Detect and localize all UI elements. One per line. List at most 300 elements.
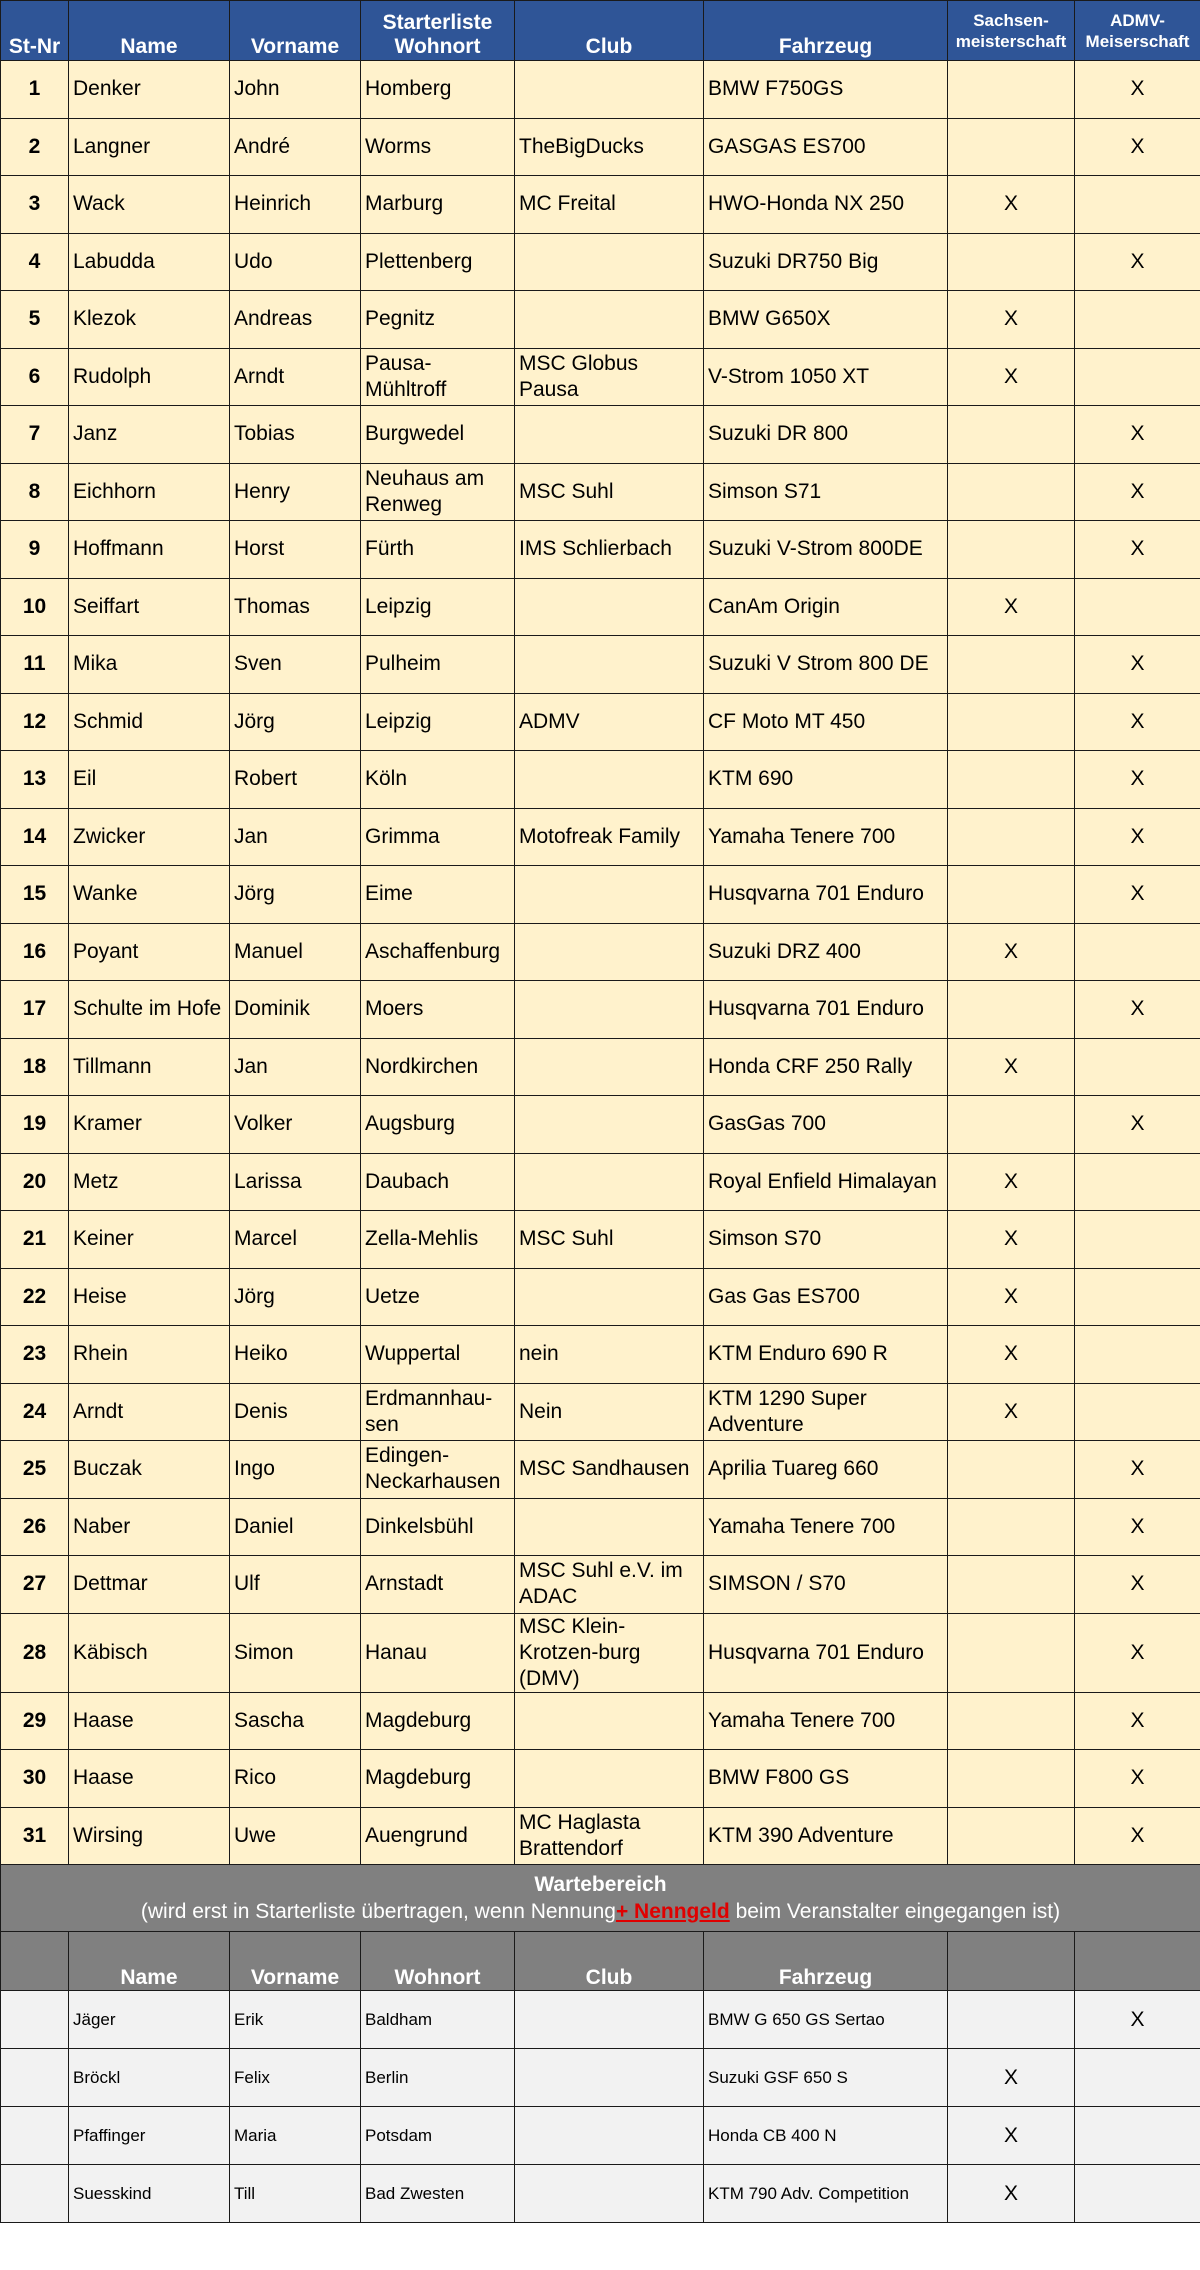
start-number: 26 xyxy=(1,1498,69,1556)
sachsen-mark xyxy=(948,866,1075,924)
table-row xyxy=(1,291,1200,349)
club-cell xyxy=(515,1153,704,1211)
start-number: 18 xyxy=(1,1038,69,1096)
sachsen-mark xyxy=(948,1613,1075,1692)
name-cell: Suesskind xyxy=(69,2165,230,2223)
start-number: 23 xyxy=(1,1326,69,1384)
wohnort-cell: Leipzig xyxy=(361,693,515,751)
wohnort-cell: Dinkelsbühl xyxy=(361,1498,515,1556)
name-cell: Metz xyxy=(69,1153,230,1211)
admv-mark xyxy=(1075,2107,1200,2165)
table-row xyxy=(1,1613,1200,1692)
club-cell xyxy=(515,636,704,694)
fahrzeug-cell: KTM 790 Adv. Competition xyxy=(704,2165,948,2223)
table-row xyxy=(1,1326,1200,1384)
club-cell xyxy=(515,1096,704,1154)
vorname-cell: Henry xyxy=(230,463,361,521)
club-cell xyxy=(515,981,704,1039)
name-cell: Rudolph xyxy=(69,348,230,406)
fahrzeug-cell: CanAm Origin xyxy=(704,578,948,636)
vorname-cell: Till xyxy=(230,2165,361,2223)
wohnort-cell: Augsburg xyxy=(361,1096,515,1154)
admv-mark: X xyxy=(1075,1096,1200,1154)
table-row xyxy=(1,808,1200,866)
wohnort-cell: Bad Zwesten xyxy=(361,2165,515,2223)
fahrzeug-cell: Husqvarna 701 Enduro xyxy=(704,981,948,1039)
wohnort-cell: Burgwedel xyxy=(361,406,515,464)
start-number: 3 xyxy=(1,176,69,234)
sachsen-mark xyxy=(948,1556,1075,1614)
club-cell xyxy=(515,1750,704,1808)
sachsen-mark: X xyxy=(948,1268,1075,1326)
table-row xyxy=(1,521,1200,579)
wohnort-cell: Aschaffenburg xyxy=(361,923,515,981)
wohnort-cell: Hanau xyxy=(361,1613,515,1692)
name-cell: Wack xyxy=(69,176,230,234)
waiting-row xyxy=(1,2165,1200,2223)
wohnort-cell: Marburg xyxy=(361,176,515,234)
admv-mark xyxy=(1075,1383,1200,1441)
sachsen-mark xyxy=(948,406,1075,464)
fahrzeug-cell: Suzuki GSF 650 S xyxy=(704,2049,948,2107)
admv-mark: X xyxy=(1075,1692,1200,1750)
table-row xyxy=(1,751,1200,809)
admv-mark xyxy=(1075,1038,1200,1096)
fahrzeug-cell: KTM 390 Adventure xyxy=(704,1807,948,1865)
name-cell: Seiffart xyxy=(69,578,230,636)
club-cell: Motofreak Family xyxy=(515,808,704,866)
waiting-columns-header xyxy=(1,1932,1200,1991)
admv-mark xyxy=(1075,348,1200,406)
club-cell: Nein xyxy=(515,1383,704,1441)
name-cell: Haase xyxy=(69,1750,230,1808)
waiting-row xyxy=(1,1991,1200,2049)
club-cell xyxy=(515,1498,704,1556)
starter-rows xyxy=(1,61,1200,1865)
wohnort-cell: Köln xyxy=(361,751,515,809)
admv-mark xyxy=(1075,176,1200,234)
vorname-cell: Andreas xyxy=(230,291,361,349)
col-header-club: Club xyxy=(515,1,704,61)
sachsen-mark xyxy=(948,1807,1075,1865)
start-number: 25 xyxy=(1,1441,69,1499)
club-cell: MSC Suhl e.V. im ADAC xyxy=(515,1556,704,1614)
vorname-cell: Ingo xyxy=(230,1441,361,1499)
waiting-empty-cell xyxy=(1,2107,69,2165)
table-row xyxy=(1,406,1200,464)
name-cell: Bröckl xyxy=(69,2049,230,2107)
name-cell: Eichhorn xyxy=(69,463,230,521)
admv-mark: X xyxy=(1075,233,1200,291)
vorname-cell: André xyxy=(230,118,361,176)
vorname-cell: Ulf xyxy=(230,1556,361,1614)
start-number: 19 xyxy=(1,1096,69,1154)
club-cell xyxy=(515,1692,704,1750)
wohnort-cell: Wuppertal xyxy=(361,1326,515,1384)
wohnort-cell: Arnstadt xyxy=(361,1556,515,1614)
table-row xyxy=(1,1750,1200,1808)
start-number: 4 xyxy=(1,233,69,291)
sachsen-mark xyxy=(948,751,1075,809)
fahrzeug-cell: V-Strom 1050 XT xyxy=(704,348,948,406)
fahrzeug-cell: BMW G650X xyxy=(704,291,948,349)
name-cell: Buczak xyxy=(69,1441,230,1499)
vorname-cell: Tobias xyxy=(230,406,361,464)
club-cell xyxy=(515,923,704,981)
start-number: 15 xyxy=(1,866,69,924)
vorname-cell: Horst xyxy=(230,521,361,579)
waiting-note xyxy=(5,1898,1196,1925)
sachsen-mark xyxy=(948,118,1075,176)
vorname-cell: Manuel xyxy=(230,923,361,981)
waiting-col-fahrzeug: Fahrzeug xyxy=(704,1932,948,1991)
start-number: 24 xyxy=(1,1383,69,1441)
club-cell xyxy=(515,61,704,119)
waiting-title: Wartebereich xyxy=(534,1873,667,1896)
waiting-col-admv xyxy=(1075,1932,1200,1991)
admv-mark: X xyxy=(1075,636,1200,694)
fahrzeug-cell: CF Moto MT 450 xyxy=(704,693,948,751)
name-cell: Eil xyxy=(69,751,230,809)
col-header-wohnort-label: Wohnort xyxy=(394,35,481,58)
table-row xyxy=(1,118,1200,176)
club-cell xyxy=(515,866,704,924)
wohnort-cell: Daubach xyxy=(361,1153,515,1211)
name-cell: Arndt xyxy=(69,1383,230,1441)
admv-mark: X xyxy=(1075,1750,1200,1808)
page-title: Starterliste xyxy=(382,11,493,34)
wohnort-cell: Magdeburg xyxy=(361,1750,515,1808)
vorname-cell: Marcel xyxy=(230,1211,361,1269)
admv-mark: X xyxy=(1075,521,1200,579)
vorname-cell: Robert xyxy=(230,751,361,809)
sachsen-mark xyxy=(948,1498,1075,1556)
table-row xyxy=(1,866,1200,924)
vorname-cell: Jan xyxy=(230,1038,361,1096)
club-cell: MSC Suhl xyxy=(515,1211,704,1269)
start-number: 5 xyxy=(1,291,69,349)
fahrzeug-cell: Gas Gas ES700 xyxy=(704,1268,948,1326)
table-row xyxy=(1,636,1200,694)
vorname-cell: Felix xyxy=(230,2049,361,2107)
start-number: 16 xyxy=(1,923,69,981)
fahrzeug-cell: Yamaha Tenere 700 xyxy=(704,1692,948,1750)
wohnort-cell: Moers xyxy=(361,981,515,1039)
club-cell: MC Freital xyxy=(515,176,704,234)
sachsen-mark: X xyxy=(948,348,1075,406)
sachsen-mark xyxy=(948,521,1075,579)
col-header-admv-meisterschaft xyxy=(1075,1,1200,61)
col-header-sachsenmeisterschaft xyxy=(948,1,1075,61)
name-cell: Klezok xyxy=(69,291,230,349)
col-header-st-nr: St-Nr xyxy=(1,1,69,61)
wohnort-cell: Leipzig xyxy=(361,578,515,636)
waiting-note-start: (wird erst in Starterliste übertragen, wenn Nennung xyxy=(140,1900,616,1923)
waiting-col-name: Name xyxy=(69,1932,230,1991)
admv-mark xyxy=(1075,923,1200,981)
sachsen-mark xyxy=(948,463,1075,521)
fahrzeug-cell: Suzuki DRZ 400 xyxy=(704,923,948,981)
club-cell xyxy=(515,2165,704,2223)
sachsen-mark: X xyxy=(948,1211,1075,1269)
wohnort-cell: Fürth xyxy=(361,521,515,579)
start-number: 21 xyxy=(1,1211,69,1269)
sachsen-mark xyxy=(948,1441,1075,1499)
wohnort-cell: Baldham xyxy=(361,1991,515,2049)
admv-mark xyxy=(1075,2049,1200,2107)
vorname-cell: Maria xyxy=(230,2107,361,2165)
name-cell: Wirsing xyxy=(69,1807,230,1865)
table-row xyxy=(1,61,1200,119)
wohnort-cell: Berlin xyxy=(361,2049,515,2107)
fahrzeug-cell: BMW G 650 GS Sertao xyxy=(704,1991,948,2049)
vorname-cell: Daniel xyxy=(230,1498,361,1556)
start-number: 22 xyxy=(1,1268,69,1326)
name-cell: Rhein xyxy=(69,1326,230,1384)
admv-mark: X xyxy=(1075,1498,1200,1556)
start-number: 31 xyxy=(1,1807,69,1865)
name-cell: Keiner xyxy=(69,1211,230,1269)
fahrzeug-cell: Suzuki DR750 Big xyxy=(704,233,948,291)
start-number: 2 xyxy=(1,118,69,176)
table-row xyxy=(1,463,1200,521)
table-row xyxy=(1,348,1200,406)
start-number: 6 xyxy=(1,348,69,406)
name-cell: Pfaffinger xyxy=(69,2107,230,2165)
fahrzeug-cell: Suzuki V-Strom 800DE xyxy=(704,521,948,579)
sachsen-mark xyxy=(948,1692,1075,1750)
club-cell xyxy=(515,291,704,349)
admv-mark: X xyxy=(1075,1991,1200,2049)
fahrzeug-cell: Husqvarna 701 Enduro xyxy=(704,1613,948,1692)
sachsen-mark xyxy=(948,636,1075,694)
start-number: 7 xyxy=(1,406,69,464)
vorname-cell: Simon xyxy=(230,1613,361,1692)
club-cell xyxy=(515,233,704,291)
vorname-cell: Dominik xyxy=(230,981,361,1039)
vorname-cell: Sascha xyxy=(230,1692,361,1750)
waiting-empty-cell xyxy=(1,2165,69,2223)
table-row xyxy=(1,981,1200,1039)
fahrzeug-cell: SIMSON / S70 xyxy=(704,1556,948,1614)
club-cell: MC Haglasta Brattendorf xyxy=(515,1807,704,1865)
start-number: 14 xyxy=(1,808,69,866)
fahrzeug-cell: BMW F800 GS xyxy=(704,1750,948,1808)
admv-mark xyxy=(1075,291,1200,349)
wohnort-cell: Grimma xyxy=(361,808,515,866)
vorname-cell: Denis xyxy=(230,1383,361,1441)
table-row xyxy=(1,1211,1200,1269)
vorname-cell: Udo xyxy=(230,233,361,291)
table-row xyxy=(1,176,1200,234)
table-row xyxy=(1,923,1200,981)
sachsen-mark xyxy=(948,1750,1075,1808)
vorname-cell: Larissa xyxy=(230,1153,361,1211)
wohnort-cell: Auengrund xyxy=(361,1807,515,1865)
club-cell: ADMV xyxy=(515,693,704,751)
table-row xyxy=(1,1498,1200,1556)
wohnort-cell: Edingen-Neckarhausen xyxy=(361,1441,515,1499)
fahrzeug-cell: GasGas 700 xyxy=(704,1096,948,1154)
table-row xyxy=(1,1692,1200,1750)
vorname-cell: Jan xyxy=(230,808,361,866)
wohnort-cell: Homberg xyxy=(361,61,515,119)
waiting-row xyxy=(1,2049,1200,2107)
col-header-admv-line2: Meiserschaft xyxy=(1085,31,1190,51)
wohnort-cell: Nordkirchen xyxy=(361,1038,515,1096)
header-row xyxy=(1,1,1200,61)
wohnort-cell: Magdeburg xyxy=(361,1692,515,1750)
vorname-cell: Erik xyxy=(230,1991,361,2049)
sachsen-mark xyxy=(948,693,1075,751)
start-number: 8 xyxy=(1,463,69,521)
club-cell xyxy=(515,578,704,636)
start-number: 9 xyxy=(1,521,69,579)
table-row xyxy=(1,1807,1200,1865)
name-cell: Jäger xyxy=(69,1991,230,2049)
wohnort-cell: Pegnitz xyxy=(361,291,515,349)
sachsen-mark: X xyxy=(948,1153,1075,1211)
admv-mark xyxy=(1075,1268,1200,1326)
table-row xyxy=(1,1153,1200,1211)
fahrzeug-cell: Aprilia Tuareg 660 xyxy=(704,1441,948,1499)
start-number: 27 xyxy=(1,1556,69,1614)
fahrzeug-cell: Yamaha Tenere 700 xyxy=(704,1498,948,1556)
admv-mark: X xyxy=(1075,866,1200,924)
fahrzeug-cell: KTM 1290 Super Adventure xyxy=(704,1383,948,1441)
waiting-col-club: Club xyxy=(515,1932,704,1991)
fahrzeug-cell: Honda CRF 250 Rally xyxy=(704,1038,948,1096)
wohnort-cell: Zella-Mehlis xyxy=(361,1211,515,1269)
club-cell xyxy=(515,1991,704,2049)
club-cell xyxy=(515,1038,704,1096)
waiting-col-sachsen xyxy=(948,1932,1075,1991)
wohnort-cell: Worms xyxy=(361,118,515,176)
admv-mark: X xyxy=(1075,751,1200,809)
sachsen-mark: X xyxy=(948,291,1075,349)
sachsen-mark: X xyxy=(948,1038,1075,1096)
name-cell: Haase xyxy=(69,1692,230,1750)
fahrzeug-cell: Simson S70 xyxy=(704,1211,948,1269)
club-cell xyxy=(515,751,704,809)
sachsen-mark: X xyxy=(948,1383,1075,1441)
vorname-cell: Jörg xyxy=(230,1268,361,1326)
club-cell: MSC Suhl xyxy=(515,463,704,521)
vorname-cell: John xyxy=(230,61,361,119)
name-cell: Dettmar xyxy=(69,1556,230,1614)
sachsen-mark xyxy=(948,233,1075,291)
name-cell: Langner xyxy=(69,118,230,176)
start-number: 30 xyxy=(1,1750,69,1808)
vorname-cell: Heiko xyxy=(230,1326,361,1384)
club-cell xyxy=(515,406,704,464)
wohnort-cell: Neuhaus am Renweg xyxy=(361,463,515,521)
sachsen-mark xyxy=(948,1991,1075,2049)
sachsen-mark xyxy=(948,1096,1075,1154)
start-number: 13 xyxy=(1,751,69,809)
admv-mark: X xyxy=(1075,1556,1200,1614)
waiting-header xyxy=(1,1865,1200,1932)
admv-mark xyxy=(1075,1326,1200,1384)
name-cell: Hoffmann xyxy=(69,521,230,579)
table-row xyxy=(1,1441,1200,1499)
vorname-cell: Thomas xyxy=(230,578,361,636)
table-row xyxy=(1,1038,1200,1096)
fahrzeug-cell: Royal Enfield Himalayan xyxy=(704,1153,948,1211)
admv-mark: X xyxy=(1075,463,1200,521)
table-row xyxy=(1,233,1200,291)
col-header-sachsen-line1: Sachsen- xyxy=(973,10,1049,30)
sachsen-mark: X xyxy=(948,2049,1075,2107)
wohnort-cell: Uetze xyxy=(361,1268,515,1326)
name-cell: Denker xyxy=(69,61,230,119)
col-header-name: Name xyxy=(69,1,230,61)
name-cell: Zwicker xyxy=(69,808,230,866)
admv-mark: X xyxy=(1075,406,1200,464)
club-cell: MSC Sandhausen xyxy=(515,1441,704,1499)
vorname-cell: Sven xyxy=(230,636,361,694)
wohnort-cell: Eime xyxy=(361,866,515,924)
vorname-cell: Uwe xyxy=(230,1807,361,1865)
start-number: 28 xyxy=(1,1613,69,1692)
fahrzeug-cell: BMW F750GS xyxy=(704,61,948,119)
wohnort-cell: Pausa-Mühltroff xyxy=(361,348,515,406)
name-cell: Janz xyxy=(69,406,230,464)
fahrzeug-cell: Husqvarna 701 Enduro xyxy=(704,866,948,924)
sachsen-mark: X xyxy=(948,2165,1075,2223)
admv-mark: X xyxy=(1075,808,1200,866)
admv-mark xyxy=(1075,2165,1200,2223)
fahrzeug-cell: GASGAS ES700 xyxy=(704,118,948,176)
col-header-fahrzeug: Fahrzeug xyxy=(704,1,948,61)
admv-mark: X xyxy=(1075,981,1200,1039)
waiting-rows xyxy=(1,1991,1200,2223)
table-row xyxy=(1,693,1200,751)
vorname-cell: Volker xyxy=(230,1096,361,1154)
waiting-col-wohnort: Wohnort xyxy=(361,1932,515,1991)
table-row xyxy=(1,1268,1200,1326)
sachsen-mark xyxy=(948,981,1075,1039)
name-cell: Tillmann xyxy=(69,1038,230,1096)
sachsen-mark xyxy=(948,61,1075,119)
fahrzeug-cell: KTM Enduro 690 R xyxy=(704,1326,948,1384)
col-header-admv-line1: ADMV- xyxy=(1110,10,1165,30)
fahrzeug-cell: KTM 690 xyxy=(704,751,948,809)
start-number: 10 xyxy=(1,578,69,636)
name-cell: Poyant xyxy=(69,923,230,981)
sachsen-mark: X xyxy=(948,1326,1075,1384)
start-number: 1 xyxy=(1,61,69,119)
waiting-note-end: beim Veranstalter eingegangen ist) xyxy=(729,1900,1061,1923)
fahrzeug-cell: HWO-Honda NX 250 xyxy=(704,176,948,234)
sachsen-mark: X xyxy=(948,578,1075,636)
fahrzeug-cell: Suzuki DR 800 xyxy=(704,406,948,464)
name-cell: Heise xyxy=(69,1268,230,1326)
start-number: 20 xyxy=(1,1153,69,1211)
col-header-wohnort xyxy=(361,1,515,61)
vorname-cell: Jörg xyxy=(230,693,361,751)
club-cell xyxy=(515,2049,704,2107)
fahrzeug-cell: Yamaha Tenere 700 xyxy=(704,808,948,866)
wohnort-cell: Plettenberg xyxy=(361,233,515,291)
vorname-cell: Jörg xyxy=(230,866,361,924)
admv-mark xyxy=(1075,578,1200,636)
table-row xyxy=(1,1556,1200,1614)
name-cell: Labudda xyxy=(69,233,230,291)
waiting-area xyxy=(1,1865,1200,1991)
start-number: 29 xyxy=(1,1692,69,1750)
admv-mark: X xyxy=(1075,61,1200,119)
